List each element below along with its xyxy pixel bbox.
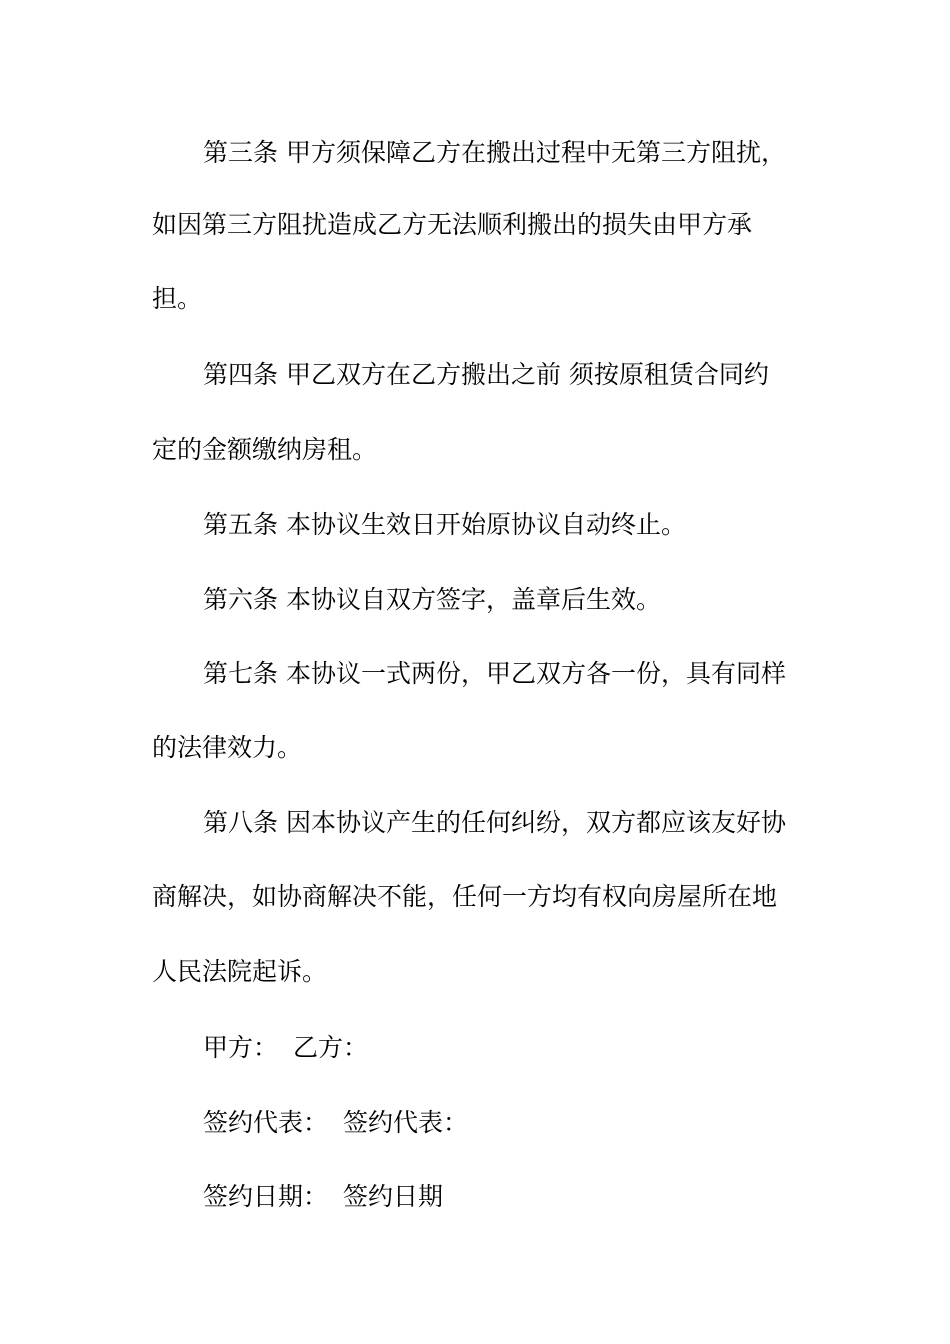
date-a-label: 签约日期： bbox=[203, 1182, 329, 1211]
article-3-line-3: 担。 bbox=[152, 284, 203, 313]
party-a-label: 甲方： bbox=[203, 1033, 279, 1062]
article-7-line-2: 的法律效力。 bbox=[152, 733, 303, 762]
article-4-line-1: 第四条 甲乙双方在乙方搬出之前 须按原租赁合同约 bbox=[203, 360, 769, 389]
article-8-line-2: 商解决，如协商解决不能，任何一方均有权向房屋所在地 bbox=[152, 882, 778, 911]
representative-b-label: 签约代表： bbox=[343, 1108, 469, 1137]
article-8-line-1: 第八条 因本协议产生的任何纠纷，双方都应该友好协 bbox=[203, 808, 786, 837]
representative-a-label: 签约代表： bbox=[203, 1108, 329, 1137]
representative-signature-line bbox=[203, 1108, 468, 1138]
article-4-line-2: 定的金额缴纳房租。 bbox=[152, 435, 378, 464]
article-3-line-1: 第三条 甲方须保障乙方在搬出过程中无第三方阻扰， bbox=[203, 138, 786, 167]
article-8-line-3: 人民法院起诉。 bbox=[152, 957, 328, 986]
date-signature-line bbox=[203, 1182, 443, 1212]
article-5-line-1: 第五条 本协议生效日开始原协议自动终止。 bbox=[203, 510, 686, 539]
article-7-line-1: 第七条 本协议一式两份，甲乙双方各一份，具有同样 bbox=[203, 659, 786, 688]
date-b-label: 签约日期 bbox=[343, 1182, 444, 1211]
party-signature-line bbox=[203, 1033, 368, 1063]
article-6-line-1: 第六条 本协议自双方签字，盖章后生效。 bbox=[203, 585, 661, 614]
article-3-line-2: 如因第三方阻扰造成乙方无法顺利搬出的损失由甲方承 bbox=[152, 210, 753, 239]
party-b-label: 乙方： bbox=[293, 1033, 369, 1062]
